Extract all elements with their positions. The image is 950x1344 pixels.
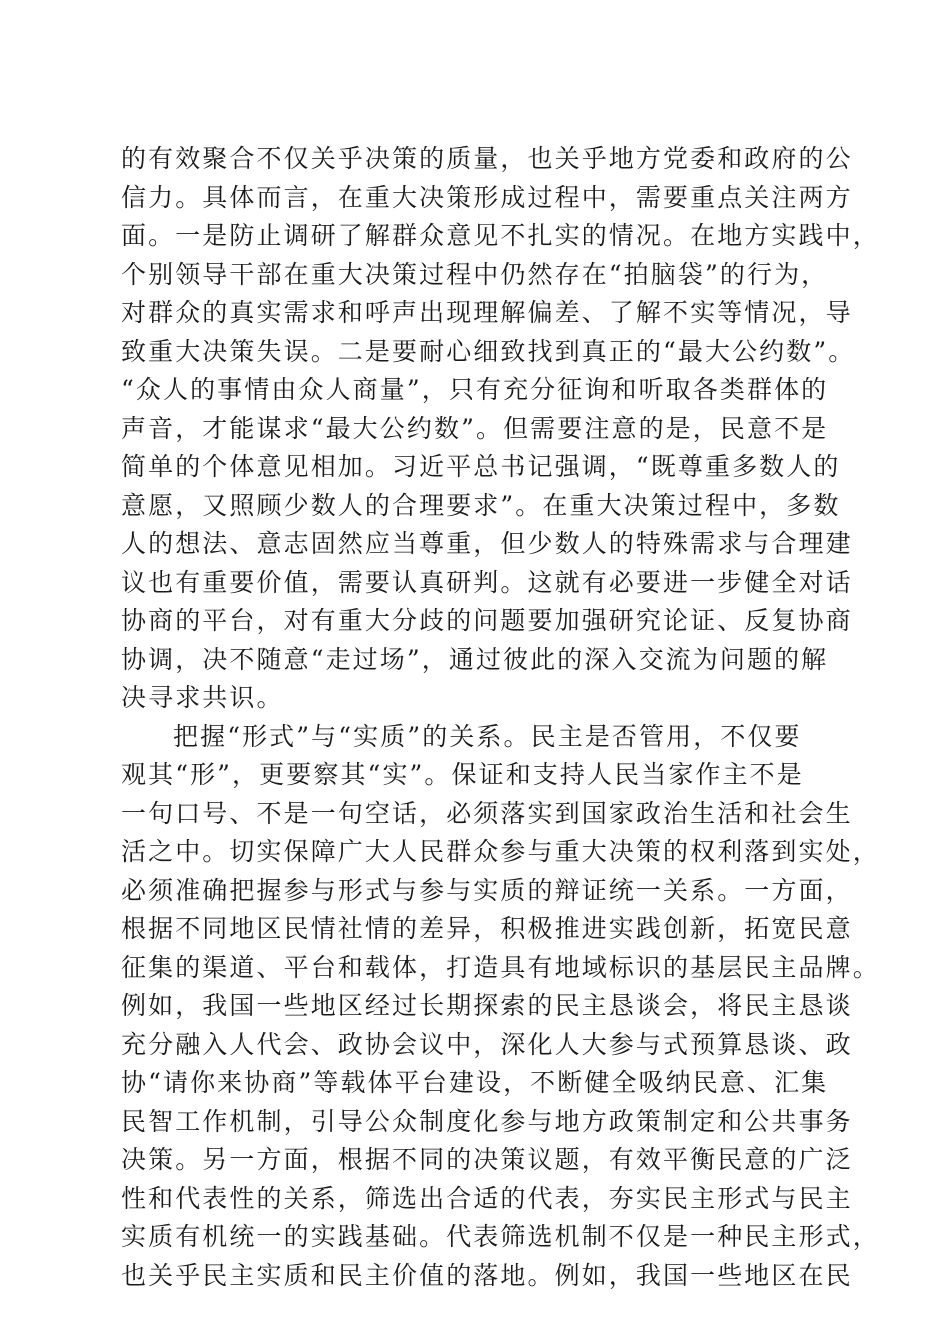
text-line: 征集的渠道、平台和载体，打造具有地域标识的基层民主品牌。 (121, 952, 880, 982)
text-line: 人的想法、意志固然应当尊重，但少数人的特殊需求与合理建 (121, 529, 853, 558)
text-line: 协商的平台，对有重大分歧的问题要加强研究论证、反复协商 (121, 606, 853, 635)
text-line: 一句口号、不是一句空话，必须落实到国家政治生活和社会生 (121, 798, 853, 828)
text-line: 信力。具体而言，在重大决策形成过程中，需要重点关注两方 (121, 182, 853, 212)
text-line: 性和代表性的关系，筛选出合适的代表，夯实民主形式与民主 (121, 1183, 853, 1213)
paragraph-2 (121, 718, 880, 1296)
text-line: 的有效聚合不仅关乎决策的质量，也关乎地方党委和政府的公 (121, 144, 853, 173)
text-line: 协“请你来协商”等载体平台建设，不断健全吸纳民意、汇集 (121, 1068, 829, 1097)
text-line: 实质有机统一的实践基础。代表筛选机制不仅是一种民主形式， (121, 1222, 880, 1251)
text-line: 决策。另一方面，根据不同的决策议题，有效平衡民意的广泛 (121, 1145, 853, 1174)
text-line: 必须准确把握参与形式与参与实质的辩证统一关系。一方面， (121, 875, 853, 905)
paragraph-1 (121, 140, 880, 718)
text-line: 例如，我国一些地区经过长期探索的民主恳谈会，将民主恳谈 (121, 991, 853, 1020)
text-line: 简单的个体意见相加。习近平总书记强调，“既尊重多数人的 (121, 452, 841, 481)
text-line: 声音，才能谋求“最大公约数”。但需要注意的是，民意不是 (121, 413, 829, 443)
text-line: 面。一是防止调研了解群众意见不扎实的情况。在地方实践中， (121, 221, 880, 250)
text-line: “众人的事情由众人商量”，只有充分征询和听取各类群体的 (121, 375, 829, 404)
text-line: 决寻求共识。 (121, 683, 284, 712)
text-line: 把握“形式”与“实质”的关系。民主是否管用，不仅要 (173, 721, 802, 751)
text-line: 民智工作机制，引导公众制度化参与地方政策制定和公共事务 (121, 1106, 853, 1136)
text-line: 活之中。切实保障广大人民群众参与重大决策的权利落到实处， (121, 837, 880, 866)
text-line: 协调，决不随意“走过场”，通过彼此的深入交流为问题的解 (121, 644, 829, 674)
text-line: 个别领导干部在重大决策过程中仍然存在“拍脑袋”的行为， (121, 259, 829, 289)
text-line: 对群众的真实需求和呼声出现理解偏差、了解不实等情况，导 (121, 298, 853, 327)
text-line: 观其“形”，更要察其“实”。保证和支持人民当家作主不是 (121, 760, 804, 789)
text-line: 也关乎民主实质和民主价值的落地。例如，我国一些地区在民 (121, 1260, 853, 1290)
text-line: 充分融入人代会、政协会议中，深化人大参与式预算恳谈、政 (121, 1029, 853, 1059)
document-body (121, 140, 880, 1295)
text-line: 议也有重要价值，需要认真研判。这就有必要进一步健全对话 (121, 567, 853, 597)
text-line: 致重大决策失误。二是要耐心细致找到真正的“最大公约数”。 (121, 336, 856, 366)
text-line: 意愿，又照顾少数人的合理要求”。在重大决策过程中，多数 (121, 490, 841, 520)
text-line: 根据不同地区民情社情的差异，积极推进实践创新，拓宽民意 (121, 914, 853, 943)
